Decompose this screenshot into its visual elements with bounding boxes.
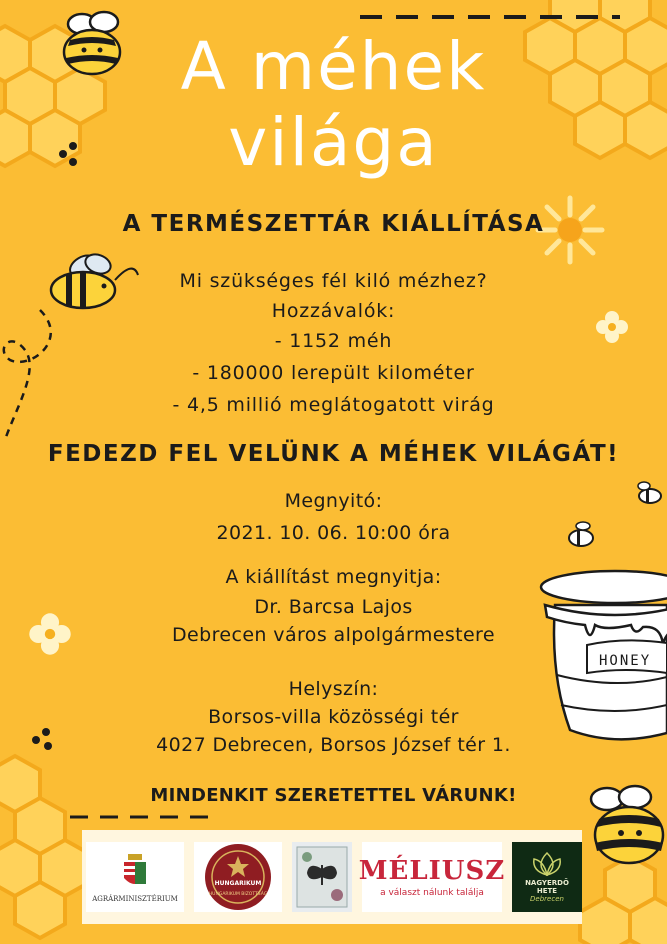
closing-text: MINDENKIT SZERETETTEL VÁRUNK! — [150, 785, 517, 806]
question-text: Mi szükséges fél kiló mézhez? — [179, 270, 488, 292]
book-cover-logo — [292, 842, 352, 912]
ingredient-item: - 4,5 millió meglátogatott virág — [172, 394, 495, 416]
venue-name: Borsos-villa közösségi tér — [208, 706, 459, 728]
leaf-icon — [530, 851, 564, 877]
opener-title: Debrecen város alpolgármestere — [172, 624, 495, 646]
agrarminiszterium-logo — [86, 842, 184, 912]
ingredients-label: Hozzávalók: — [271, 300, 396, 322]
subtitle: A TERMÉSZETTÁR KIÁLLÍTÁSA — [122, 211, 545, 237]
hungarikum-top-label: HUNGARIKUM — [214, 880, 262, 887]
meliusz-name: MÉLIUSZ — [358, 856, 506, 886]
meliusz-logo — [358, 842, 506, 912]
opening-datetime: 2021. 10. 06. 10:00 óra — [216, 522, 451, 544]
meliusz-tagline: a választ nálunk találja — [380, 888, 484, 898]
agrar-label: AGRÁRMINISZTÉRIUM — [92, 894, 178, 903]
nagyerdo-hete-logo — [512, 842, 582, 912]
headline: FEDEZD FEL VELÜNK A MÉHEK VILÁGÁT! — [47, 441, 620, 467]
honey-jar-label: HONEY — [599, 653, 652, 669]
hungarikum-logo — [194, 842, 282, 912]
opening-label: Megnyitó: — [284, 490, 383, 512]
ingredient-item: - 1152 méh — [274, 330, 393, 352]
nagyerdo-line2: HETE — [536, 887, 558, 895]
coat-of-arms-icon — [120, 852, 150, 892]
butterfly-icon — [295, 845, 349, 909]
ingredient-item: - 180000 lerepült kilométer — [192, 362, 475, 384]
dashed-line-top — [360, 10, 620, 24]
hungarikum-bottom-label: HUNGARIKUM BIZOTTSÁG — [208, 892, 268, 897]
dashed-line-bottom — [70, 812, 210, 822]
opener-name: Dr. Barcsa Lajos — [254, 596, 413, 618]
venue-address: 4027 Debrecen, Borsos József tér 1. — [156, 734, 511, 756]
opener-label: A kiállítást megnyitja: — [225, 566, 442, 588]
title-line-1: A méhek — [180, 28, 487, 105]
venue-label: Helyszín: — [288, 678, 379, 700]
title-line-2: világa — [228, 104, 439, 181]
nagyerdo-line3: Debrecen — [530, 895, 564, 903]
nagyerdo-line1: NAGYERDŐ — [525, 879, 569, 887]
